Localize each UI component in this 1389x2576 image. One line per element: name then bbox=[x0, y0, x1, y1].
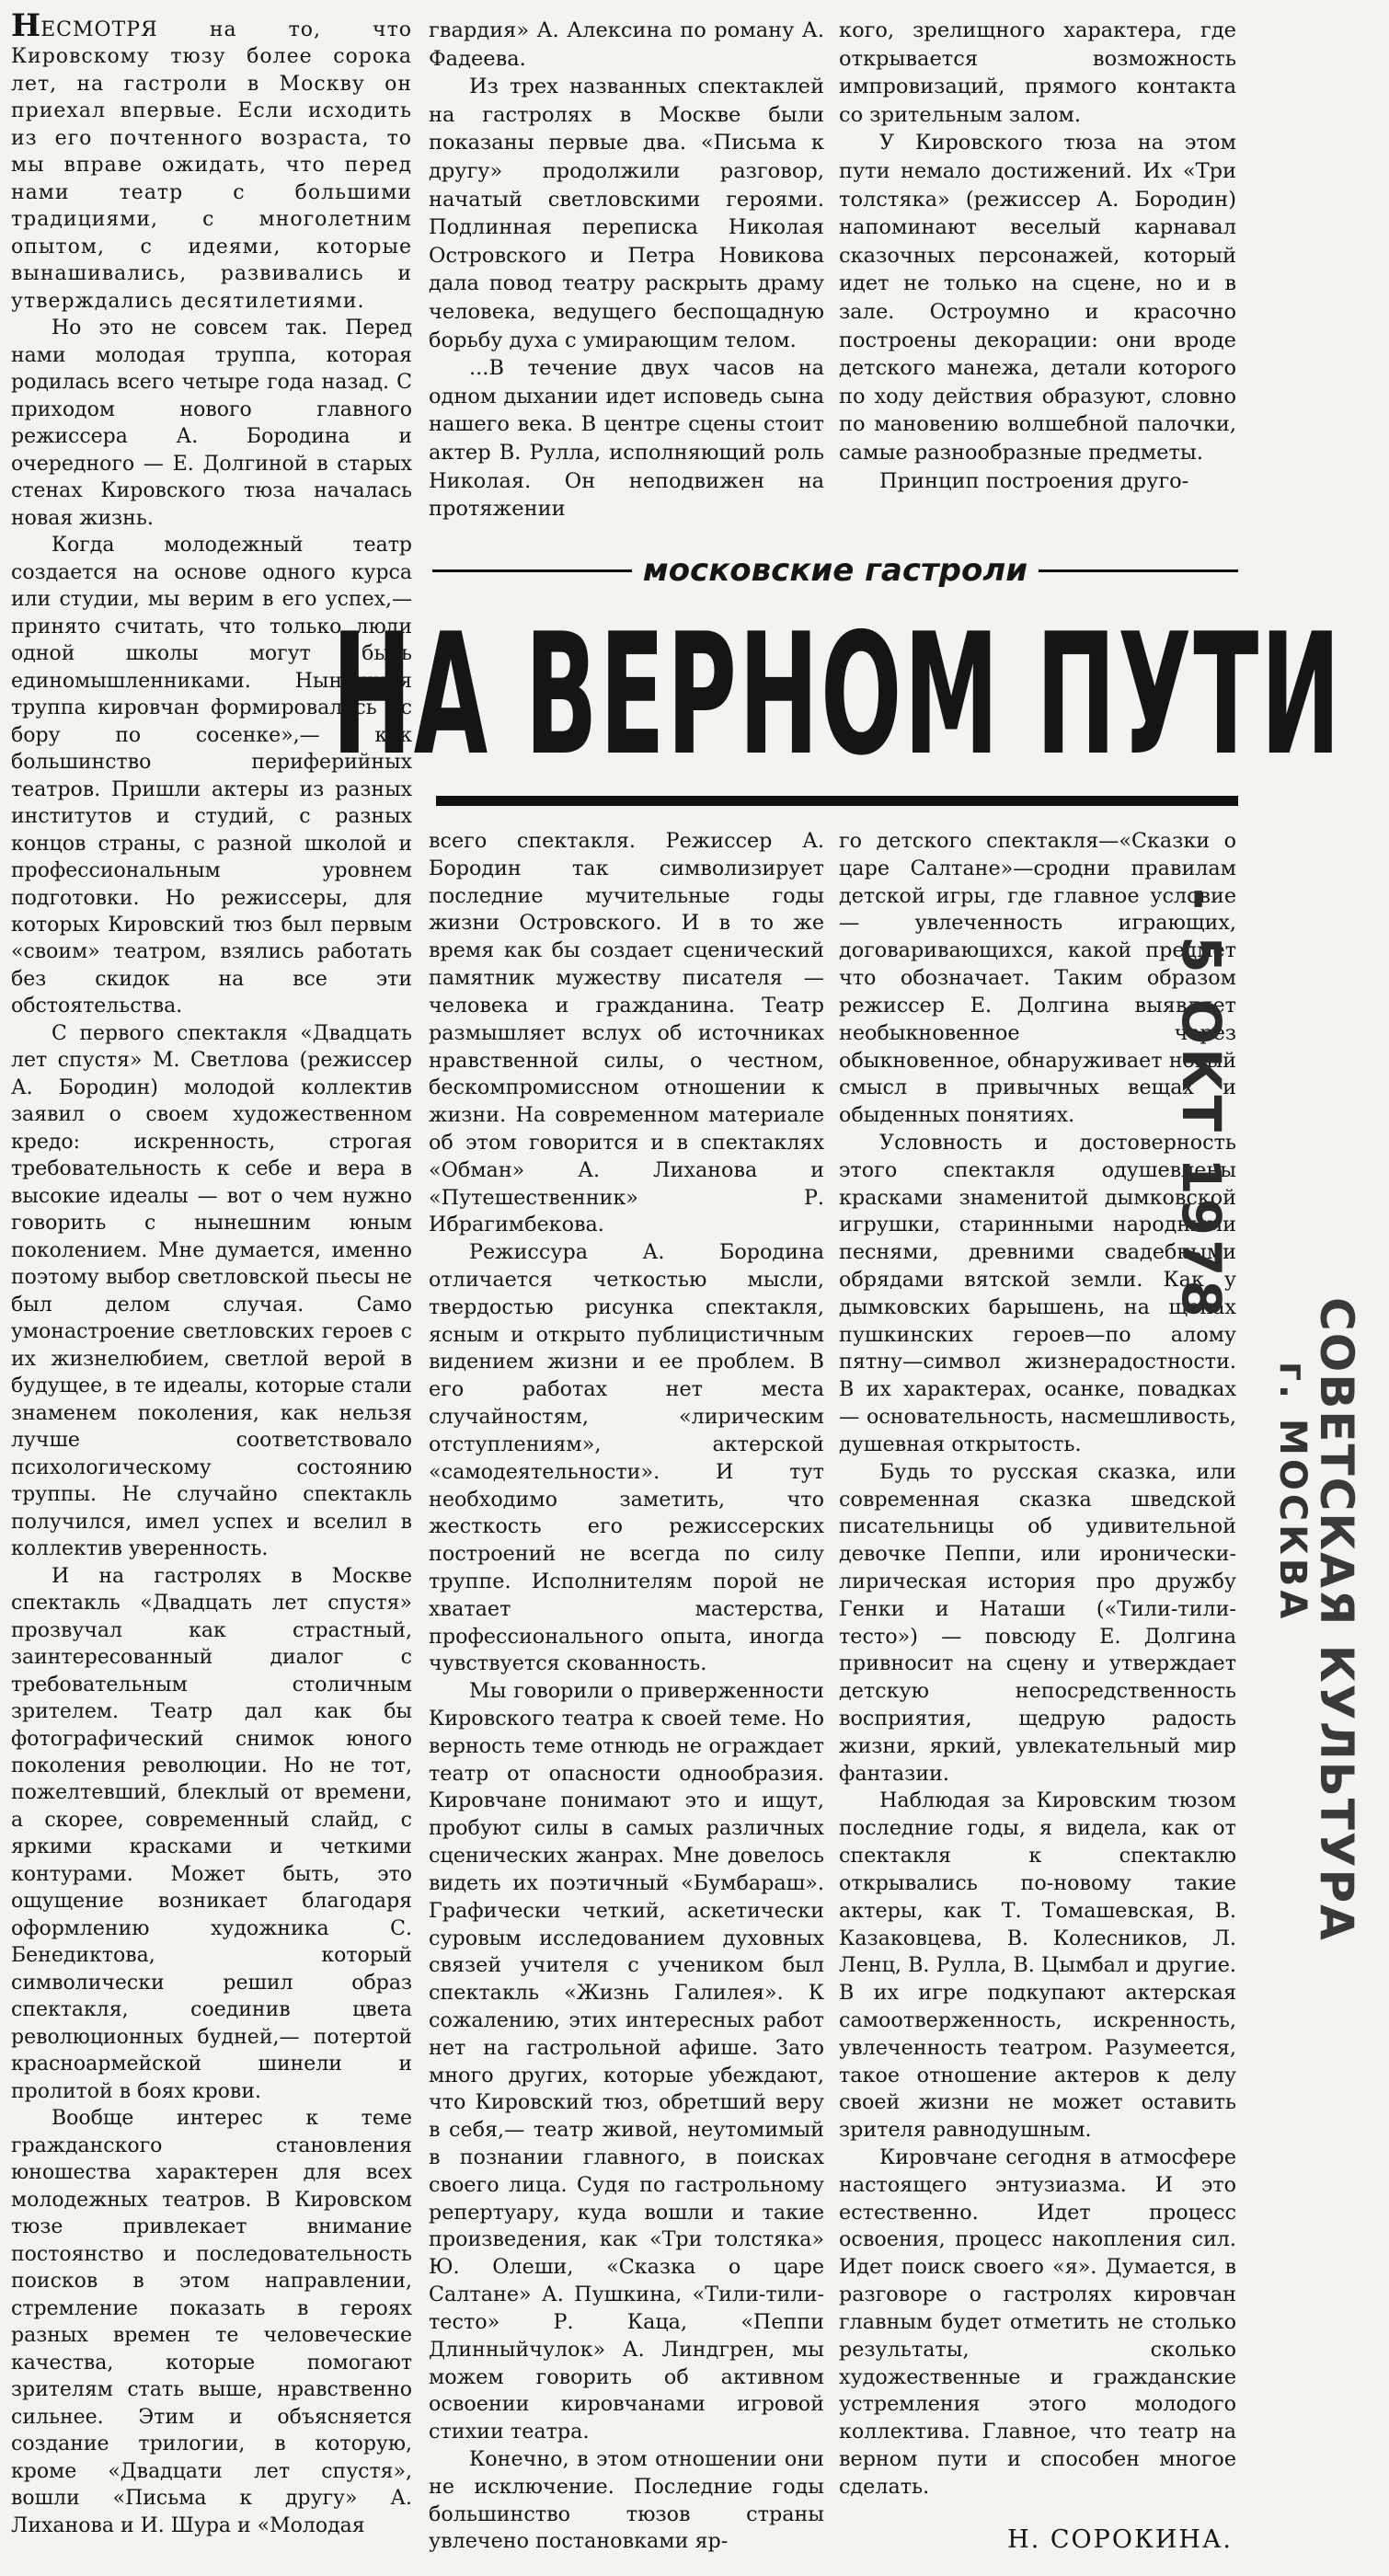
headline bbox=[331, 596, 1343, 793]
paragraph: Конечно, в этом отношении они не исключение. Последние годы большинство тюзов страны увлечено постановками яр- bbox=[429, 2446, 824, 2554]
paragraph: Принцип построения друго- bbox=[879, 468, 1189, 493]
newspaper-stamp: СОВЕТСКАЯ КУЛЬТУРА bbox=[1310, 1297, 1363, 1942]
paragraph: У Кировского тюза на этом пути немало достижений. Их «Три толстяка» (режиссер А. Бородин) напоминают веселый карнавал сказочных персонажей, который идет не только на сцене, но и в зале. Остроумно и красочно построены декорации: они вроде детского манежа, детали которого по ходу действия образуют, словно по мановению волшебной палочки, самые разнообразные предметы. bbox=[839, 131, 1236, 465]
paragraph: Будь то русская сказка, или современная сказка шведской писательницы об удивительной девочке Пеппи, или иронически-лирическая история про дружбу Генки и Наташи («Тили-тили-тесто») — повсюду Е. Долгина привносит на сцену и утверждает детскую непосредственность восприятия, щедрую радость жизни, яркий, увлекательный мир фантазии. bbox=[839, 1459, 1236, 1786]
rubric-label: московские гастроли bbox=[642, 552, 1028, 589]
paragraph: Условность и достоверность этого спектакля одушевлены красками знаменитой дымковской игрушки, старинными народными песнями, древними свадебными обрядами вятской земли. Как у дымковских барышень, на щеках пушкинских героев—по алому пятну—символ жизнерадостности. В их характерах, осанке, повадках — основательность, насмешливость, душевная открытость. bbox=[839, 1130, 1236, 1456]
city-stamp: г. МОСКВА bbox=[1271, 1362, 1314, 1623]
drop-cap: Н bbox=[11, 7, 41, 44]
paragraph: ...В течение двух часов на одном дыхании идет исповедь сына нашего века. В центре сцены стоит актер В. Рулла, исполняющий роль Николая. Он неподвижен на протяжении bbox=[429, 356, 824, 522]
headline-text: НА ВЕРНОМ ПУТИ bbox=[331, 596, 1343, 793]
date-stamp: - 5 ОКТ 1978 bbox=[1170, 888, 1233, 1321]
paragraph: Кировчане сегодня в атмосфере настоящего энтузиазма. И это естественно. Идет процесс освоения, процесс накопления сил. Идет поиск своего «я». Думается, в разговоре о гастролях кировчан главным будет отметить не столько результаты, сколько художественные и гражданские устремления этого молодого коллектива. Главное, что театр на верном пути и способен многое сделать. bbox=[839, 2145, 1236, 2499]
author-signature: Н. СОРОКИНА. bbox=[1007, 2525, 1233, 2554]
paragraph: Мы говорили о приверженности Кировского театра к своей теме. Но верность теме отнюдь не ограждает театр от опасности однообразия. Кировчане понимают это и ищут, пробуют силы в самых различных сценических жанрах. Мне довелось видеть их поэтичный «Бумбараш». Графически четкий, аскетически суровым исследованием духовных связей учителя с учеником был спектакль «Жизнь Галилея». К сожалению, этих интересных работ нет на гастрольной афише. Зато много других, которые убеждают, что Кировский тюз, обретший веру в себя,— театр живой, неутомимый в познании главного, в поисках своего лица. Судя по гастрольному репертуару, куда вошли и такие произведения, как «Три толстяка» Ю. Олеши, «Сказка о царе Салтане» А. Пушкина, «Тили-тили-тесто» Р. Кацa, «Пеппи Длинныйчулок» А. Линдгрен, мы можем говорить об активном освоении кировчанами игровой стихии театра. bbox=[429, 1679, 824, 2444]
paragraph-continued: кого, зрелищного характера, где открывается возможность импровизаций, прямого контакта со зрительным залом. bbox=[839, 18, 1236, 127]
article-column-1 bbox=[11, 7, 412, 2539]
paragraph-continued: го детского спектакля—«Сказки о царе Салтане»—сродни правилам детской игры, где главное условие — увлеченность играющих, договаривающихся, какой предмет что обозначает. Таким образом режиссер Е. Долгина выявляет необыкновенное через обыкновенное, обнаруживает новый смысл в привычных вещах и обыденных понятиях. bbox=[839, 829, 1236, 1128]
article-column-2-top bbox=[429, 17, 824, 523]
paragraph-continued: всего спектакля. Режиссер А. Бородин так символизирует последние мучительные годы жизни Островского. И в то же время как бы создает сценический памятник мужеству писателя — человека и гражданина. Театр размышляет вслух об источниках нравственной силы, о честном, бескомпромиссном отношении к жизни. На современном материале об этом говорится и в спектаклях «Обман» А. Лиханова и «Путешественник» Р. Ибрагимбекова. bbox=[429, 829, 824, 1237]
paragraph: Но это не совсем так. Перед нами молодая труппа, которая родилась всего четыре года назад. С приходом нового главного режиссера А. Бородина и очередного — Е. Долгиной в старых стенах Кировского тюза началась новая жизнь. bbox=[11, 316, 412, 530]
paragraph: Из трех названных спектаклей на гастролях в Москве были показаны первые два. «Письма к другу» продолжили разговор, начатый светловскими героями. Подлинная переписка Николая Островского и Петра Новикова дала повод театру раскрыть драму человека, ведущего беспощадную борьбу духа с умирающим телом. bbox=[429, 75, 824, 352]
rubric-rule-right bbox=[1039, 569, 1238, 572]
article-column-3-top bbox=[839, 17, 1236, 495]
headline-rule bbox=[436, 796, 1238, 806]
paragraph: С первого спектакля «Двадцать лет спустя» М. Светлова (режиссер А. Бородин) молодой коллектив заявил о своем художественном кредо: искренность, строгая требовательность к себе и вера в высокие идеалы — вот о чем нужно говорить с нынешним юным поколением. Мне думается, именно поэтому выбор светловской пьесы не был делом случая. Само умонастроение светловских героев с их жизнелюбием, светлой верой в будущее, в те идеалы, которые стали знаменем поколения, как нельзя лучше соответствовало психологическому состоянию труппы. Не случайно спектакль получился, имел успех и вселил в коллектив уверенность. bbox=[11, 1021, 412, 1561]
paragraph: Режиссура А. Бородина отличается четкостью мысли, твердостью рисунка спектакля, ясным и открыто публицистичным видением жизни и ее проблем. В его работах нет места случайностям, «лирическим отступлениям», актерской «самодеятельности». И тут необходимо заметить, что жесткость его режиссерских построений не всегда по силу труппе. Исполнителям порой не хватает мастерства, профессионального опыта, иногда чувствуется скованность. bbox=[429, 1240, 824, 1676]
paragraph: Когда молодежный театр создается на основе одного курса или студии, мы верим в его успех,— принято считать, что только люди одной школы могут быть единомышленниками. Нынешняя труппа кировчан формировалась «с бору по сосенке»,— как большинство периферийных театров. Пришли актеры из разных институтов и студий, с разных концов страны, с разной школой и профессиональным уровнем подготовки. Но режиссеры, для которых Кировский тюз был первым «своим» театром, взялись работать без скидок на все эти обстоятельства. bbox=[11, 534, 412, 1018]
paragraph-opening bbox=[11, 7, 412, 315]
paragraph: И на гастролях в Москве спектакль «Двадцать лет спустя» прозвучал как страстный, заинтересованный диалог с требовательным столичным зрителем. Театр дал как бы фотографический снимок юного поколения революции. Но не тот, пожелтевший, блеклый от времени, а скорее, современный слайд, с яркими красками и четкими контурами. Может быть, это ощущение возникает благодаря оформлению художника С. Бенедиктова, который символически решил образ спектакля, соединив цвета революционных будней,— потертой красноармейской шинели и пролитой в боях крови. bbox=[11, 1564, 412, 2103]
rubric-rule-left bbox=[432, 569, 632, 572]
article-column-2-bottom bbox=[429, 828, 824, 2556]
paragraph-text: ЕСМОТРЯ на то, что Кировскому тюзу более сорока лет, на гастроли в Москву он приехал впервые. Если исходить из его почтенного возраста, то мы вправе ожидать, что перед нами театр с большими традициями, с многолетним опытом, с идеями, которые вынашивались, развивались и утверждались десятилетиями. bbox=[11, 18, 412, 313]
paragraph: Вообще интерес к теме гражданского становления юношества характерен для всех молодежных театров. В Кировском тюзе привлекает внимание постоянство и последовательность поисков в этом направлении, стремление показать в героях разных времен те человеческие качества, которые помогают зрителям стать выше, нравственно сильнее. Этим и объясняется создание трилогии, в которую, кроме «Двадцати лет спустя», вошли «Письма к другу» А. Лиханова и И. Шура и «Молодая bbox=[11, 2107, 412, 2537]
paragraph: Наблюдая за Кировским тюзом последние годы, я видела, как от спектакля к спектаклю открывались по-новому такие актеры, как Т. Томашевская, В. Казаковцева, В. Колесников, Л. Ленц, В. Рулла, В. Цымбал и другие. В их игре подкупают актерская самоотверженность, искренность, увлеченность театром. Разумеется, такое отношение актеров к делу своей жизни не может оставить зрителя равнодушным. bbox=[839, 1788, 1236, 2143]
rubric bbox=[432, 549, 1238, 592]
paragraph-continued: гвардия» А. Алексина по роману А. Фадеева. bbox=[429, 18, 824, 71]
